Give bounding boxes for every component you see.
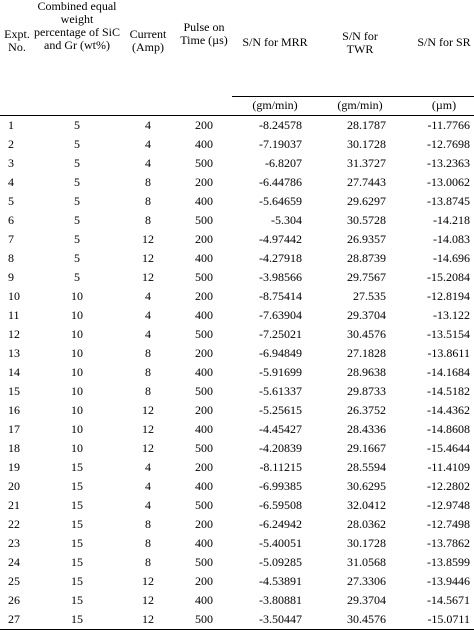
cell-pulse-on-time: 500 (195, 497, 213, 512)
cell-current: 12 (142, 231, 154, 246)
cell-current: 4 (145, 326, 151, 341)
cell-sn-mrr: -7.19037 (259, 136, 302, 151)
cell-current: 4 (120, 115, 176, 135)
cell-composition: 10 (71, 288, 83, 303)
cell-current: 4 (145, 288, 151, 303)
cell-pulse-on-time: 400 (195, 364, 213, 379)
cell-sn-sr: -14.8608 (427, 421, 470, 436)
cell-composition: 5 (74, 269, 80, 284)
cell-sn-sr: -14.083 (433, 231, 470, 246)
cell-expt-no: 10 (8, 288, 20, 303)
table-body (0, 115, 474, 629)
cell-sn-mrr: -5.25615 (259, 402, 302, 417)
cell-sn-twr: 27.7443 (347, 174, 386, 189)
header-expt-no: Expt. No. (4, 27, 30, 54)
cell-sn-mrr: -8.24578 (232, 115, 318, 135)
cell-expt-no: 1 (0, 115, 34, 135)
cell-sn-twr: 30.5728 (347, 212, 386, 227)
cell-current: 12 (142, 592, 154, 607)
cell-current: 4 (145, 136, 151, 151)
table-row (0, 287, 474, 306)
cell-sn-mrr: -3.50447 (232, 610, 318, 630)
cell-sn-sr: -13.122 (433, 307, 470, 322)
cell-sn-mrr: -4.45427 (259, 421, 302, 436)
cell-pulse-on-time: 500 (195, 326, 213, 341)
cell-sn-twr: 30.1728 (347, 136, 386, 151)
cell-sn-sr: -14.5671 (427, 592, 470, 607)
cell-expt-no: 25 (8, 573, 20, 588)
cell-composition: 10 (71, 421, 83, 436)
cell-composition: 10 (71, 383, 83, 398)
cell-composition: 15 (71, 592, 83, 607)
cell-sn-mrr: -4.20839 (259, 440, 302, 455)
cell-sn-mrr: -4.27918 (259, 250, 302, 265)
cell-pulse-on-time: 200 (195, 231, 213, 246)
table-row (0, 135, 474, 154)
cell-composition: 5 (74, 212, 80, 227)
cell-pulse-on-time: 500 (195, 269, 213, 284)
cell-current: 8 (145, 554, 151, 569)
table-row (0, 496, 474, 515)
unit-twr: (gm/min) (318, 96, 402, 115)
table-row (0, 553, 474, 572)
cell-sn-mrr: -6.99385 (259, 478, 302, 493)
cell-composition: 5 (74, 136, 80, 151)
cell-expt-no: 8 (8, 250, 14, 265)
cell-expt-no: 3 (8, 155, 14, 170)
cell-composition: 10 (71, 364, 83, 379)
cell-pulse-on-time: 400 (195, 592, 213, 607)
cell-composition: 10 (71, 307, 83, 322)
cell-expt-no: 26 (8, 592, 20, 607)
table-row (0, 115, 474, 135)
cell-sn-sr: -12.2802 (427, 478, 470, 493)
cell-current: 8 (145, 193, 151, 208)
cell-sn-sr: -14.696 (433, 250, 470, 265)
cell-pulse-on-time: 500 (176, 610, 232, 630)
table-row (0, 230, 474, 249)
cell-expt-no: 17 (8, 421, 20, 436)
cell-sn-sr: -11.7766 (402, 115, 474, 135)
cell-current: 12 (142, 440, 154, 455)
cell-composition: 15 (71, 535, 83, 550)
cell-pulse-on-time: 200 (195, 174, 213, 189)
table-row (0, 154, 474, 173)
unit-sr: (µm) (402, 96, 474, 115)
cell-current: 12 (142, 421, 154, 436)
cell-pulse-on-time: 400 (195, 136, 213, 151)
cell-composition: 10 (71, 440, 83, 455)
table-row (0, 477, 474, 496)
header-composition: Combined equal weight percentage of SiC and Gr (wt%) (34, 0, 120, 52)
cell-current: 8 (145, 212, 151, 227)
header-sn-sr: S/N for SR (417, 35, 471, 50)
cell-sn-sr: -11.4109 (427, 459, 470, 474)
table-row (0, 515, 474, 534)
cell-sn-sr: -15.0711 (402, 610, 474, 630)
cell-composition: 15 (34, 610, 120, 630)
table-row (0, 534, 474, 553)
cell-sn-twr: 29.7567 (347, 269, 386, 284)
cell-pulse-on-time: 200 (195, 573, 213, 588)
cell-composition: 5 (74, 250, 80, 265)
cell-pulse-on-time: 500 (195, 212, 213, 227)
cell-current: 8 (145, 383, 151, 398)
cell-sn-mrr: -4.53891 (259, 573, 302, 588)
cell-sn-mrr: -5.304 (271, 212, 302, 227)
cell-composition: 15 (71, 516, 83, 531)
cell-sn-mrr: -5.61337 (259, 383, 302, 398)
cell-sn-sr: -13.5154 (427, 326, 470, 341)
cell-sn-mrr: -5.40051 (259, 535, 302, 550)
table-row (0, 306, 474, 325)
cell-composition: 10 (71, 402, 83, 417)
cell-expt-no: 2 (8, 136, 14, 151)
header-sn-twr: S/N for TWR (342, 28, 378, 56)
cell-pulse-on-time: 400 (195, 307, 213, 322)
cell-current: 4 (145, 478, 151, 493)
table-row (0, 382, 474, 401)
cell-sn-sr: -12.9748 (427, 497, 470, 512)
cell-sn-sr: -14.1684 (427, 364, 470, 379)
cell-sn-sr: -15.2084 (427, 269, 470, 284)
header-current: Current (Amp) (129, 27, 167, 54)
cell-sn-mrr: -3.98566 (259, 269, 302, 284)
cell-sn-twr: 29.3704 (347, 307, 386, 322)
cell-pulse-on-time: 400 (195, 535, 213, 550)
cell-pulse-on-time: 500 (195, 383, 213, 398)
cell-sn-sr: -13.8599 (427, 554, 470, 569)
cell-sn-sr: -13.8745 (427, 193, 470, 208)
cell-sn-twr: 28.5594 (347, 459, 386, 474)
cell-sn-twr: 29.6297 (347, 193, 386, 208)
table-row (0, 173, 474, 192)
table-row (0, 420, 474, 439)
header-sn-mrr: S/N for MRR (242, 35, 308, 50)
cell-current: 12 (142, 250, 154, 265)
cell-current: 8 (145, 174, 151, 189)
table-header (0, 0, 474, 115)
cell-sn-twr: 27.535 (353, 288, 386, 303)
cell-expt-no: 16 (8, 402, 20, 417)
cell-sn-sr: -13.7862 (427, 535, 470, 550)
cell-sn-twr: 29.1667 (347, 440, 386, 455)
cell-pulse-on-time: 500 (195, 155, 213, 170)
cell-expt-no: 24 (8, 554, 20, 569)
table-row (0, 591, 474, 610)
cell-composition: 15 (71, 554, 83, 569)
cell-sn-twr: 28.1787 (318, 115, 402, 135)
cell-pulse-on-time: 500 (195, 554, 213, 569)
cell-current: 8 (145, 345, 151, 360)
cell-expt-no: 27 (0, 610, 34, 630)
cell-sn-twr: 31.0568 (347, 554, 386, 569)
cell-pulse-on-time: 400 (195, 193, 213, 208)
cell-sn-twr: 28.0362 (347, 516, 386, 531)
cell-composition: 15 (71, 459, 83, 474)
cell-expt-no: 13 (8, 345, 20, 360)
unit-blank-3 (120, 96, 176, 115)
cell-current: 12 (142, 573, 154, 588)
cell-expt-no: 11 (8, 307, 20, 322)
table-row (0, 192, 474, 211)
cell-sn-mrr: -7.25021 (259, 326, 302, 341)
cell-sn-sr: -12.7498 (427, 516, 470, 531)
cell-expt-no: 20 (8, 478, 20, 493)
cell-current: 12 (142, 269, 154, 284)
cell-current: 12 (142, 402, 154, 417)
table-row (0, 458, 474, 477)
cell-sn-twr: 29.8733 (347, 383, 386, 398)
cell-sn-mrr: -6.24942 (259, 516, 302, 531)
unit-blank-2 (34, 96, 120, 115)
cell-sn-mrr: -8.75414 (259, 288, 302, 303)
cell-composition: 5 (74, 174, 80, 189)
cell-current: 4 (145, 459, 151, 474)
cell-current: 8 (145, 516, 151, 531)
cell-current: 8 (145, 535, 151, 550)
table-row (0, 572, 474, 591)
cell-expt-no: 12 (8, 326, 20, 341)
cell-sn-mrr: -8.11215 (259, 459, 302, 474)
cell-sn-sr: -13.2363 (427, 155, 470, 170)
cell-expt-no: 7 (8, 231, 14, 246)
cell-pulse-on-time: 200 (195, 345, 213, 360)
cell-pulse-on-time: 400 (195, 421, 213, 436)
cell-sn-sr: -12.8194 (427, 288, 470, 303)
cell-composition: 10 (71, 345, 83, 360)
cell-composition: 15 (71, 573, 83, 588)
unit-mrr: (gm/min) (232, 96, 318, 115)
cell-composition: 10 (71, 326, 83, 341)
cell-sn-mrr: -5.09285 (259, 554, 302, 569)
cell-sn-twr: 28.8739 (347, 250, 386, 265)
cell-sn-sr: -13.8611 (427, 345, 470, 360)
cell-composition: 5 (74, 193, 80, 208)
cell-sn-sr: -14.4362 (427, 402, 470, 417)
table-row (0, 344, 474, 363)
cell-current: 12 (120, 610, 176, 630)
cell-sn-mrr: -7.63904 (259, 307, 302, 322)
cell-current: 8 (145, 364, 151, 379)
cell-sn-twr: 28.9638 (347, 364, 386, 379)
cell-sn-twr: 32.0412 (347, 497, 386, 512)
table-row (0, 439, 474, 458)
unit-blank-1 (0, 96, 34, 115)
cell-sn-sr: -13.9446 (427, 573, 470, 588)
cell-expt-no: 21 (8, 497, 20, 512)
header-pulse-on-time: Pulse on Time (µs) (180, 20, 228, 47)
cell-composition: 5 (74, 231, 80, 246)
cell-expt-no: 5 (8, 193, 14, 208)
cell-sn-sr: -15.4644 (427, 440, 470, 455)
cell-sn-sr: -14.5182 (427, 383, 470, 398)
table-row (0, 268, 474, 287)
cell-composition: 15 (71, 478, 83, 493)
cell-sn-twr: 30.1728 (347, 535, 386, 550)
cell-sn-mrr: -5.91699 (259, 364, 302, 379)
cell-sn-twr: 27.1828 (347, 345, 386, 360)
cell-sn-mrr: -6.94849 (259, 345, 302, 360)
cell-expt-no: 9 (8, 269, 14, 284)
cell-sn-mrr: -6.59508 (259, 497, 302, 512)
cell-sn-mrr: -6.44786 (259, 174, 302, 189)
cell-pulse-on-time: 400 (195, 250, 213, 265)
cell-expt-no: 19 (8, 459, 20, 474)
cell-pulse-on-time: 400 (195, 478, 213, 493)
table-row (0, 363, 474, 382)
cell-expt-no: 14 (8, 364, 20, 379)
cell-sn-twr: 27.3306 (347, 573, 386, 588)
cell-pulse-on-time: 200 (195, 459, 213, 474)
cell-pulse-on-time: 500 (195, 440, 213, 455)
table-row (0, 211, 474, 230)
cell-sn-sr: -14.218 (433, 212, 470, 227)
cell-expt-no: 15 (8, 383, 20, 398)
cell-sn-twr: 28.4336 (347, 421, 386, 436)
cell-sn-twr: 30.4576 (347, 326, 386, 341)
table-row (0, 325, 474, 344)
cell-sn-twr: 31.3727 (347, 155, 386, 170)
cell-current: 4 (145, 307, 151, 322)
table-row (0, 610, 474, 630)
cell-sn-mrr: -4.97442 (259, 231, 302, 246)
cell-expt-no: 22 (8, 516, 20, 531)
cell-sn-mrr: -5.64659 (259, 193, 302, 208)
cell-sn-twr: 26.3752 (347, 402, 386, 417)
cell-composition: 5 (74, 155, 80, 170)
cell-sn-twr: 30.4576 (318, 610, 402, 630)
cell-current: 4 (145, 155, 151, 170)
cell-sn-sr: -13.0062 (427, 174, 470, 189)
cell-current: 4 (145, 497, 151, 512)
cell-pulse-on-time: 200 (195, 402, 213, 417)
table-row (0, 249, 474, 268)
cell-expt-no: 23 (8, 535, 20, 550)
cell-pulse-on-time: 200 (195, 288, 213, 303)
cell-expt-no: 18 (8, 440, 20, 455)
cell-sn-twr: 29.3704 (347, 592, 386, 607)
cell-pulse-on-time: 200 (176, 115, 232, 135)
cell-expt-no: 6 (8, 212, 14, 227)
cell-pulse-on-time: 200 (195, 516, 213, 531)
cell-sn-twr: 30.6295 (347, 478, 386, 493)
cell-sn-mrr: -6.8207 (265, 155, 302, 170)
cell-sn-twr: 26.9357 (347, 231, 386, 246)
table-row (0, 401, 474, 420)
cell-composition: 15 (71, 497, 83, 512)
cell-composition: 5 (34, 115, 120, 135)
cell-expt-no: 4 (8, 174, 14, 189)
cell-sn-sr: -12.7698 (427, 136, 470, 151)
cell-sn-mrr: -3.80881 (259, 592, 302, 607)
unit-blank-4 (176, 96, 232, 115)
